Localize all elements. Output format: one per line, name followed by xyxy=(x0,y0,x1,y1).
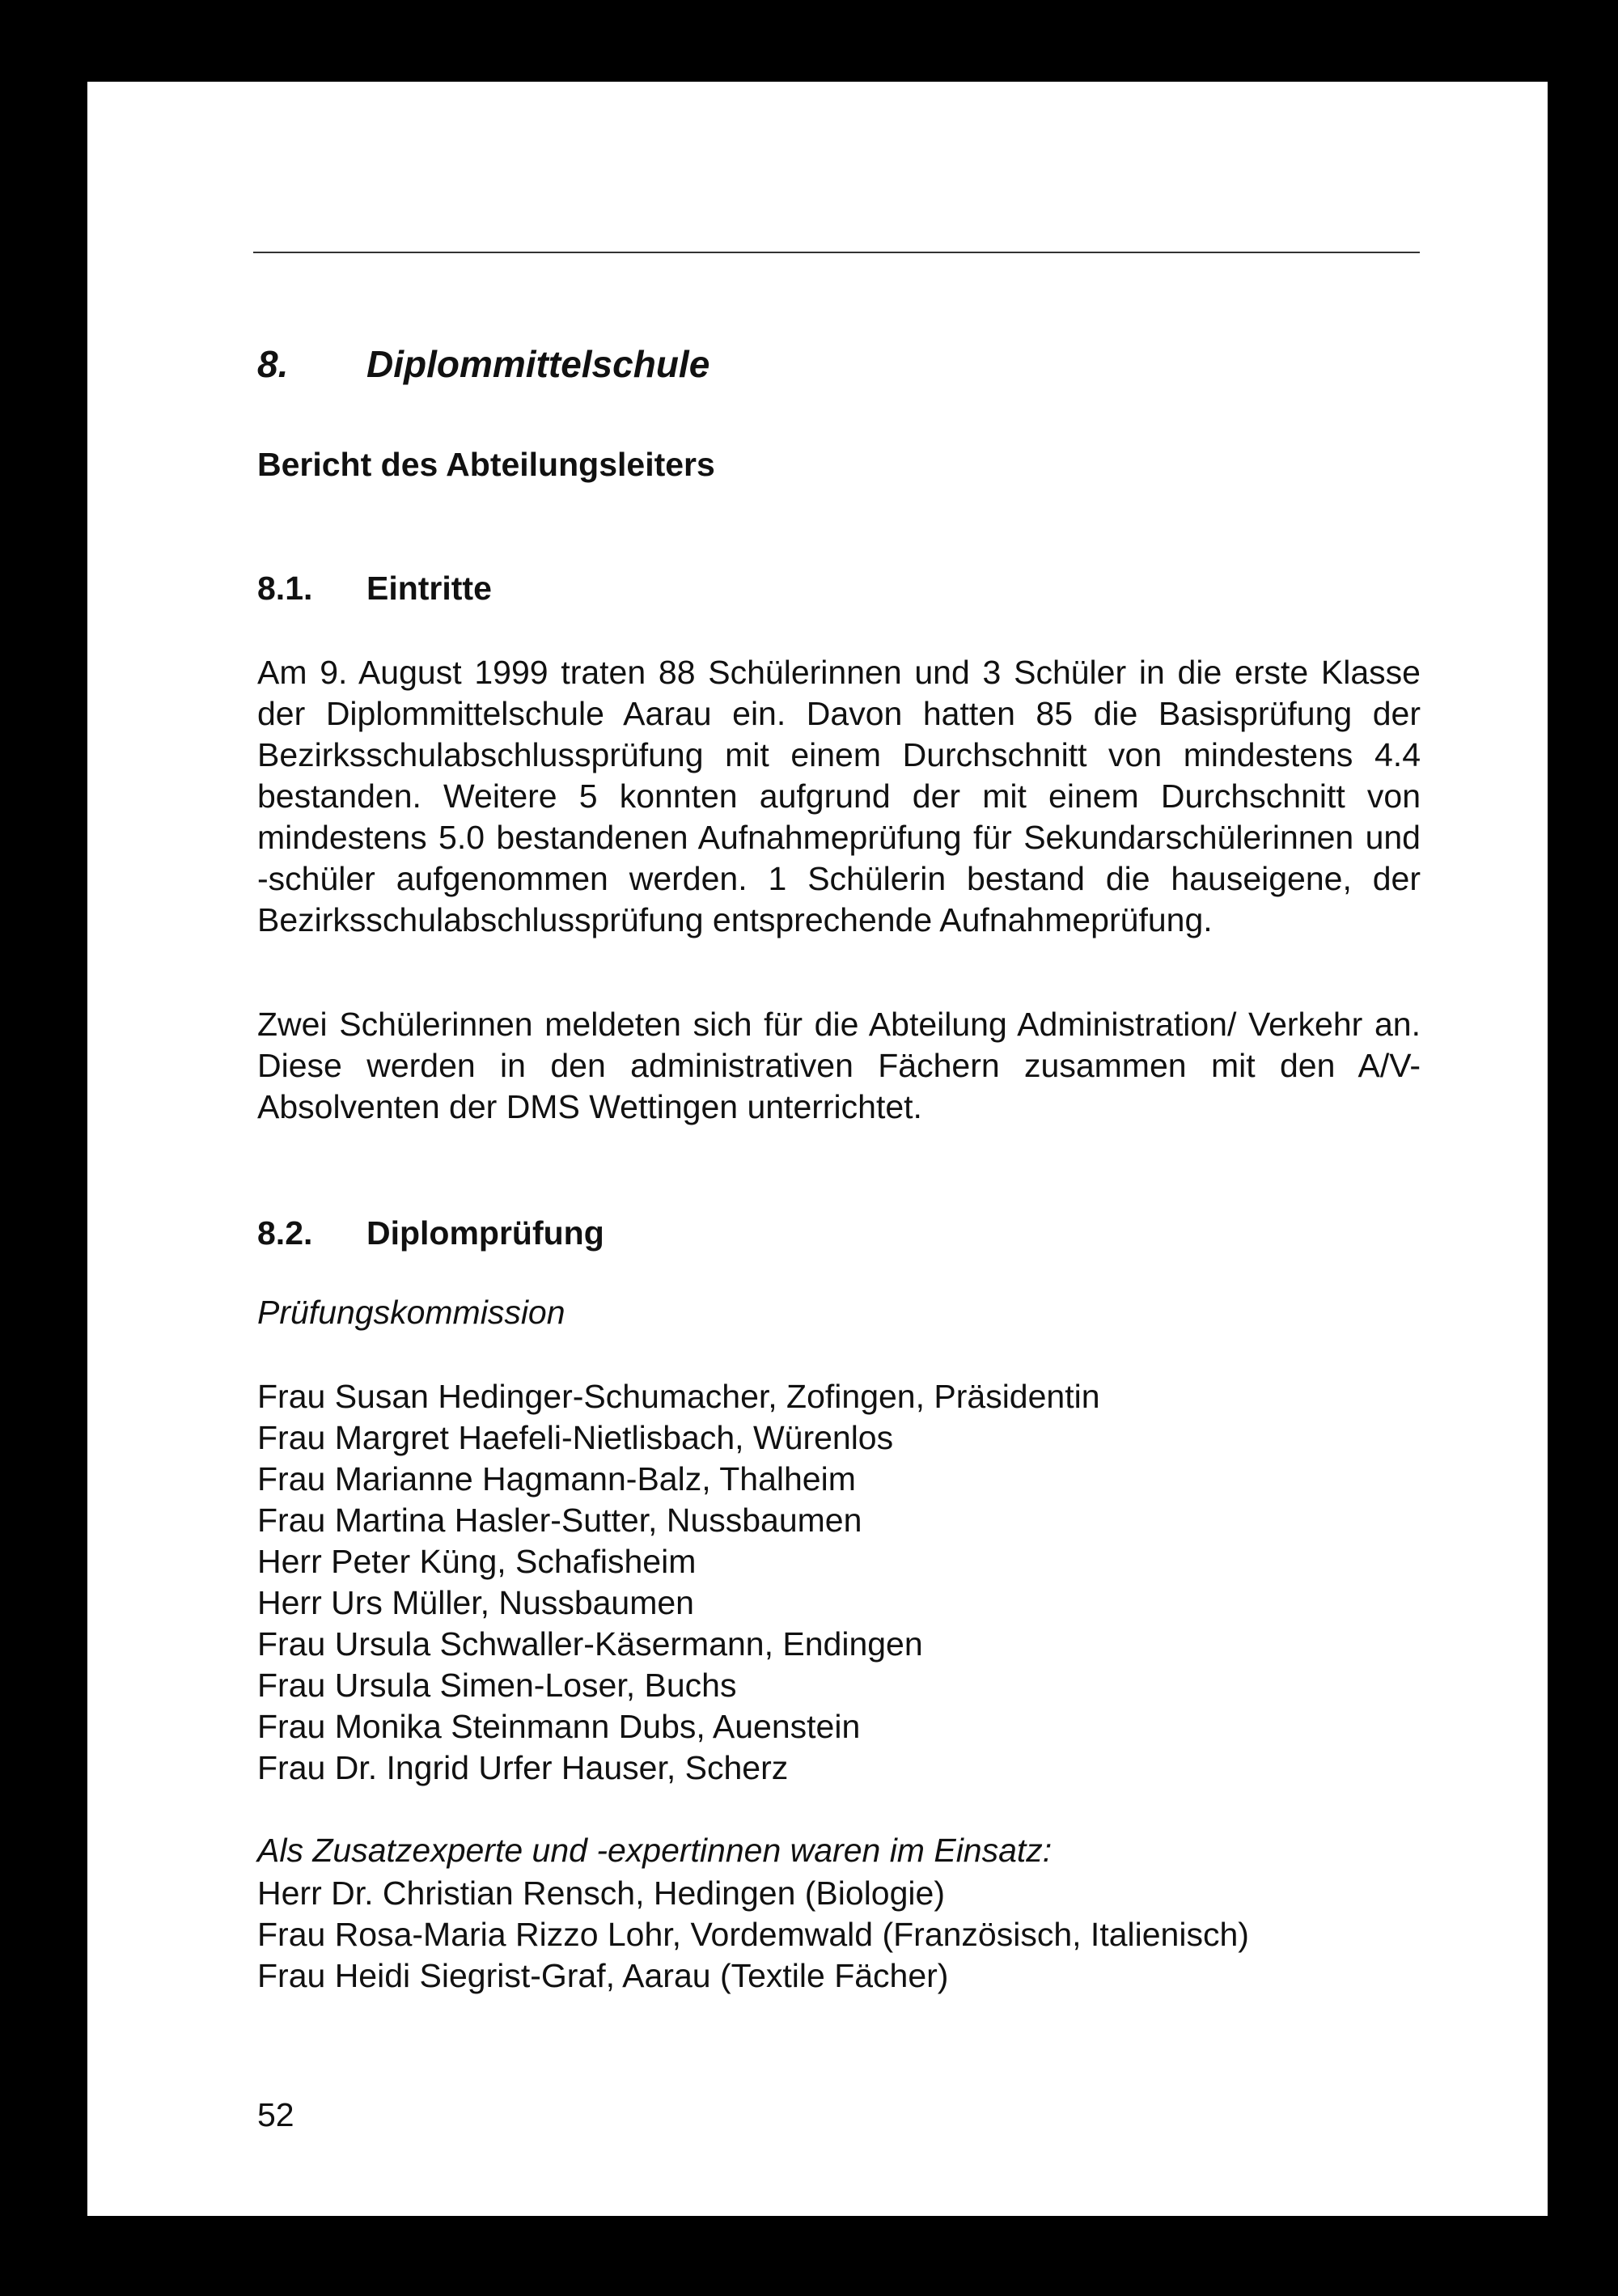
page-number: 52 xyxy=(257,2096,294,2133)
experts-heading: Als Zusatzexperte und -expertinnen waren im Einsatz: xyxy=(257,1832,1053,1869)
list-item: Frau Margret Haefeli-Nietlisbach, Würenlos xyxy=(257,1419,894,1456)
section-title: Eintritte xyxy=(366,570,492,607)
document-page xyxy=(87,82,1548,2216)
list-item: Frau Ursula Schwaller-Käsermann, Endingen xyxy=(257,1625,923,1663)
paragraph-eintritte-1: Am 9. August 1999 traten 88 Schülerinnen und 3 Schüler in die erste Klasse der Diplommittelschule Aarau ein. Davon hatten 85 die Basisprüfung der Bezirksschulabschlussprüfung mit einem Durchschnitt von mindestens 4.4 bestanden. Weitere 5 konnten aufgrund der mit einem Durchschnitt von mindestens 5.0 bestandenen Aufnahmeprüfung für Sekundarschülerinnen und -schüler aufgenommen werden. 1 Schülerin bestand die hauseigene, der Bezirksschulabschlussprüfung entsprechende Aufnahmeprüfung. xyxy=(257,654,1421,938)
section-heading-diplompruefung xyxy=(257,1214,604,1252)
report-subtitle: Bericht des Abteilungsleiters xyxy=(257,446,715,483)
chapter-number: 8. xyxy=(257,343,289,385)
paragraph-eintritte-2: Zwei Schülerinnen meldeten sich für die Abteilung Administration/ Verkehr an. Diese werden in den administrativen Fächern zusammen mit den A/V-Absolventen der DMS Wettingen unterrichtet. xyxy=(257,1006,1421,1125)
section-title: Diplomprüfung xyxy=(366,1214,604,1252)
section-number: 8.2. xyxy=(257,1214,313,1252)
list-item: Frau Dr. Ingrid Urfer Hauser, Scherz xyxy=(257,1749,789,1786)
list-item: Frau Susan Hedinger-Schumacher, Zofingen, Präsidentin xyxy=(257,1378,1100,1415)
header-rule xyxy=(253,252,1420,253)
list-item: Frau Monika Steinmann Dubs, Auenstein xyxy=(257,1708,861,1745)
section-number: 8.1. xyxy=(257,570,313,607)
commission-heading: Prüfungskommission xyxy=(257,1294,565,1331)
commission-member-list xyxy=(257,1376,1100,1789)
list-item: Herr Dr. Christian Rensch, Hedingen (Biologie) xyxy=(257,1875,945,1912)
chapter-heading xyxy=(257,342,709,386)
list-item: Frau Martina Hasler-Sutter, Nussbaumen xyxy=(257,1502,862,1539)
section-heading-eintritte xyxy=(257,570,492,608)
list-item: Frau Rosa-Maria Rizzo Lohr, Vordemwald (Französisch, Italienisch) xyxy=(257,1916,1249,1953)
list-item: Frau Heidi Siegrist-Graf, Aarau (Textile Fächer) xyxy=(257,1957,949,1994)
experts-list xyxy=(257,1873,1249,1997)
list-item: Frau Ursula Simen-Loser, Buchs xyxy=(257,1667,737,1704)
list-item: Herr Urs Müller, Nussbaumen xyxy=(257,1584,694,1621)
list-item: Frau Marianne Hagmann-Balz, Thalheim xyxy=(257,1460,856,1497)
list-item: Herr Peter Küng, Schafisheim xyxy=(257,1543,697,1580)
chapter-title: Diplommittelschule xyxy=(366,343,710,385)
